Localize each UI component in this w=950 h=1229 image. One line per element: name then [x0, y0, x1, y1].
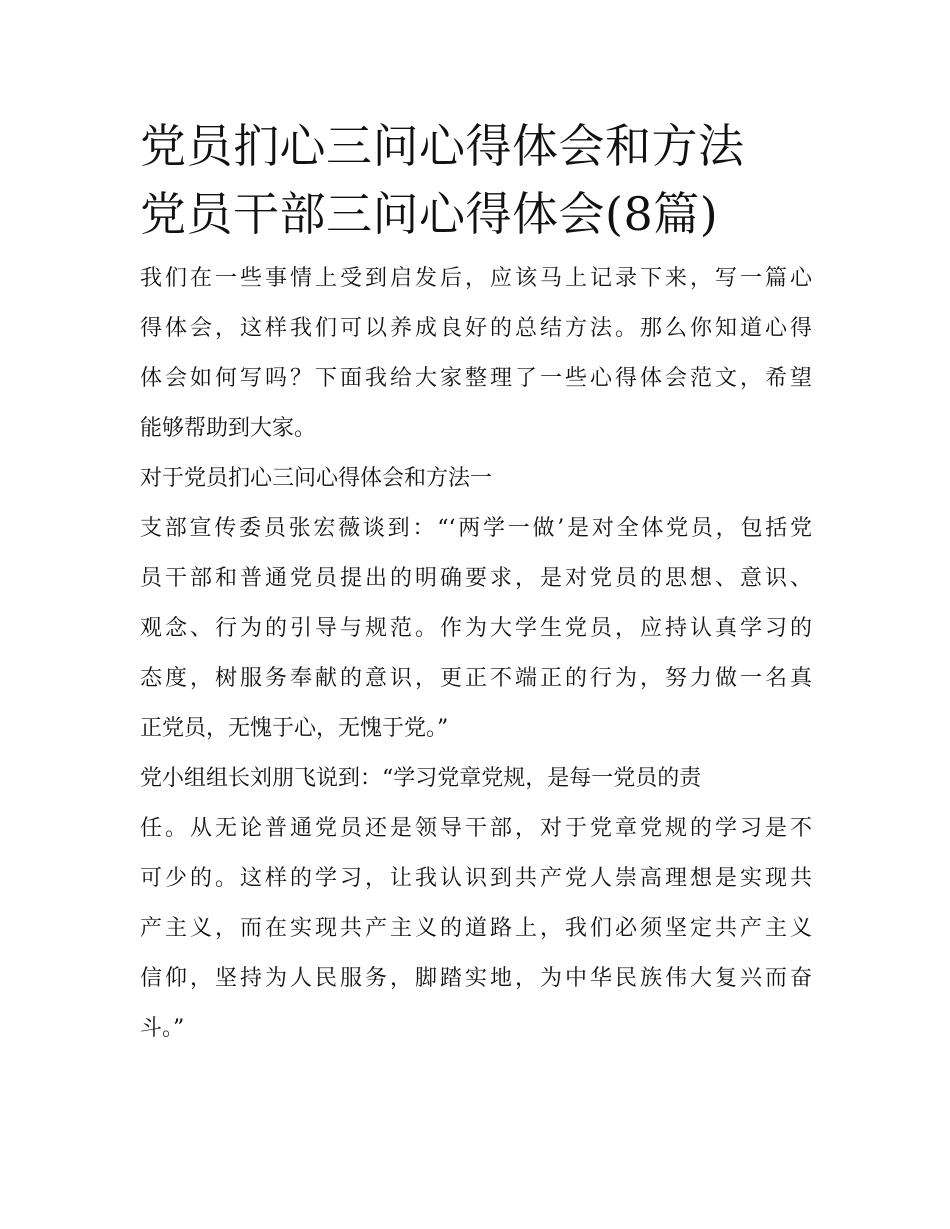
quote-paragraph-2: [140, 762, 812, 1046]
text-line: 员干部和普通党员提出的明确要求，是对党员的思想、意识、: [140, 566, 812, 591]
section-heading: 对于党员扪心三问心得体会和方法一: [140, 466, 493, 491]
text-line: 得体会，这样我们可以养成良好的总结方法。那么你知道心得: [140, 316, 812, 341]
text-line: 能够帮助到大家。: [140, 416, 317, 441]
text-line: 正党员，无愧于心，无愧于党。”: [140, 716, 449, 741]
text-line: 产主义，而在实现共产主义的道路上，我们必须坚定共产主义: [140, 916, 812, 941]
title-line: 党员干部三问心得体会(8篇): [140, 187, 719, 241]
text-line: 任。从无论普通党员还是领导干部，对于党章党规的学习是不: [140, 816, 812, 841]
document-title: [140, 112, 812, 248]
text-line: 支部宣传委员张宏薇谈到：“‘两学一做’是对全体党员，包括党: [140, 516, 812, 541]
text-line: 态度，树服务奉献的意识，更正不端正的行为，努力做一名真: [140, 666, 812, 691]
text-line: 信仰，坚持为人民服务，脚踏实地，为中华民族伟大复兴而奋: [140, 966, 812, 991]
text-line: 体会如何写吗？下面我给大家整理了一些心得体会范文，希望: [140, 366, 812, 391]
quote-paragraph-1: [140, 512, 812, 746]
text-line: 可少的。这样的学习，让我认识到共产党人崇高理想是实现共: [140, 866, 812, 891]
text-line: 斗。”: [140, 1016, 185, 1041]
document-body: [140, 262, 812, 1046]
text-line: 我们在一些事情上受到启发后，应该马上记录下来，写一篇心: [140, 266, 812, 291]
text-line: 观念、行为的引导与规范。作为大学生党员，应持认真学习的: [140, 616, 812, 641]
intro-paragraph: [140, 262, 812, 446]
document-page: [140, 112, 812, 1062]
text-line: 党小组组长刘朋飞说到：“学习党章党规，是每一党员的责: [140, 766, 702, 791]
title-line: 党员扪心三问心得体会和方法: [140, 119, 745, 173]
